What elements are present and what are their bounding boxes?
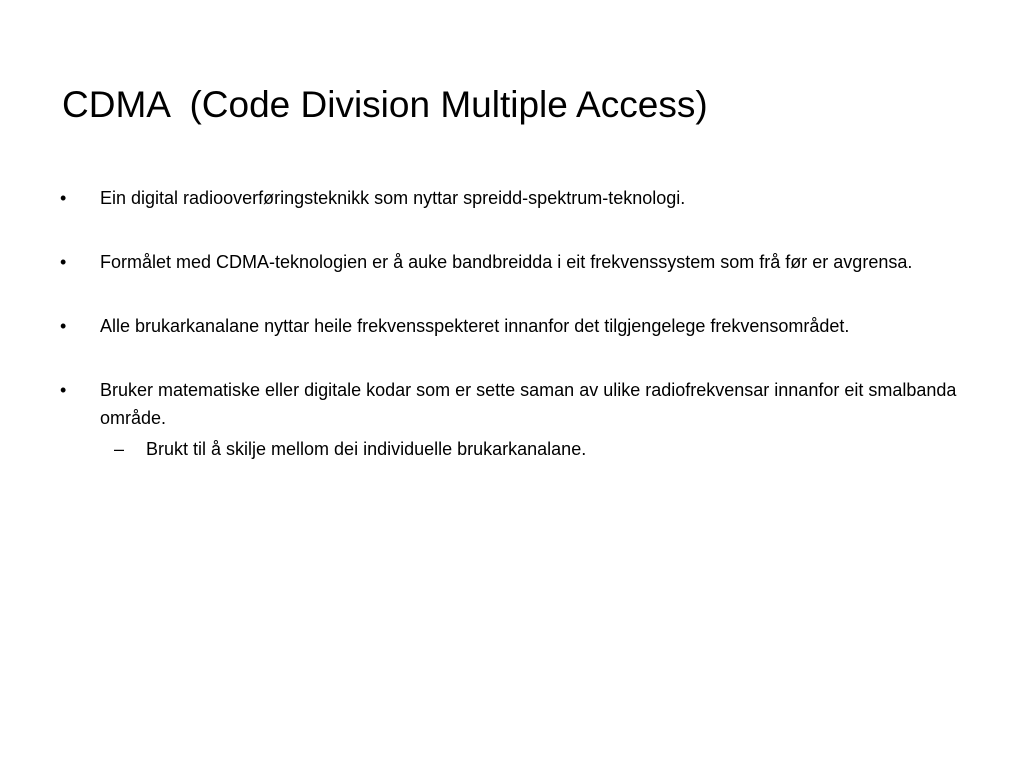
bullet-text: Ein digital radiooverføringsteknikk som nyttar spreidd-spektrum-teknologi. [100,188,686,208]
sub-bullet-text: Brukt til å skilje mellom dei individuelle brukarkanalane. [146,439,587,459]
bullet-text: Bruker matematiske eller digitale kodar som er sette saman av ulike radiofrekvensar innanfor eit smalbanda område. [100,380,957,428]
bullet-marker: • [60,316,67,336]
bullet-item [60,312,980,340]
bullet-item [60,248,980,276]
slide-body [60,184,980,499]
bullet-text: Alle brukarkanalane nyttar heile frekvensspekteret innanfor det tilgjengelege frekvensområdet. [100,316,850,336]
sub-bullet-item [100,435,980,463]
bullet-text: Formålet med CDMA-teknologien er å auke bandbreidda i eit frekvenssystem som frå før er avgrensa. [100,252,913,272]
bullet-item [60,376,980,463]
slide-title: CDMA (Code Division Multiple Access) [62,84,708,125]
sub-bullet-marker: – [114,439,125,459]
bullet-marker: • [60,380,67,400]
bullet-marker: • [60,188,67,208]
bullet-item [60,184,980,212]
bullet-marker: • [60,252,67,272]
